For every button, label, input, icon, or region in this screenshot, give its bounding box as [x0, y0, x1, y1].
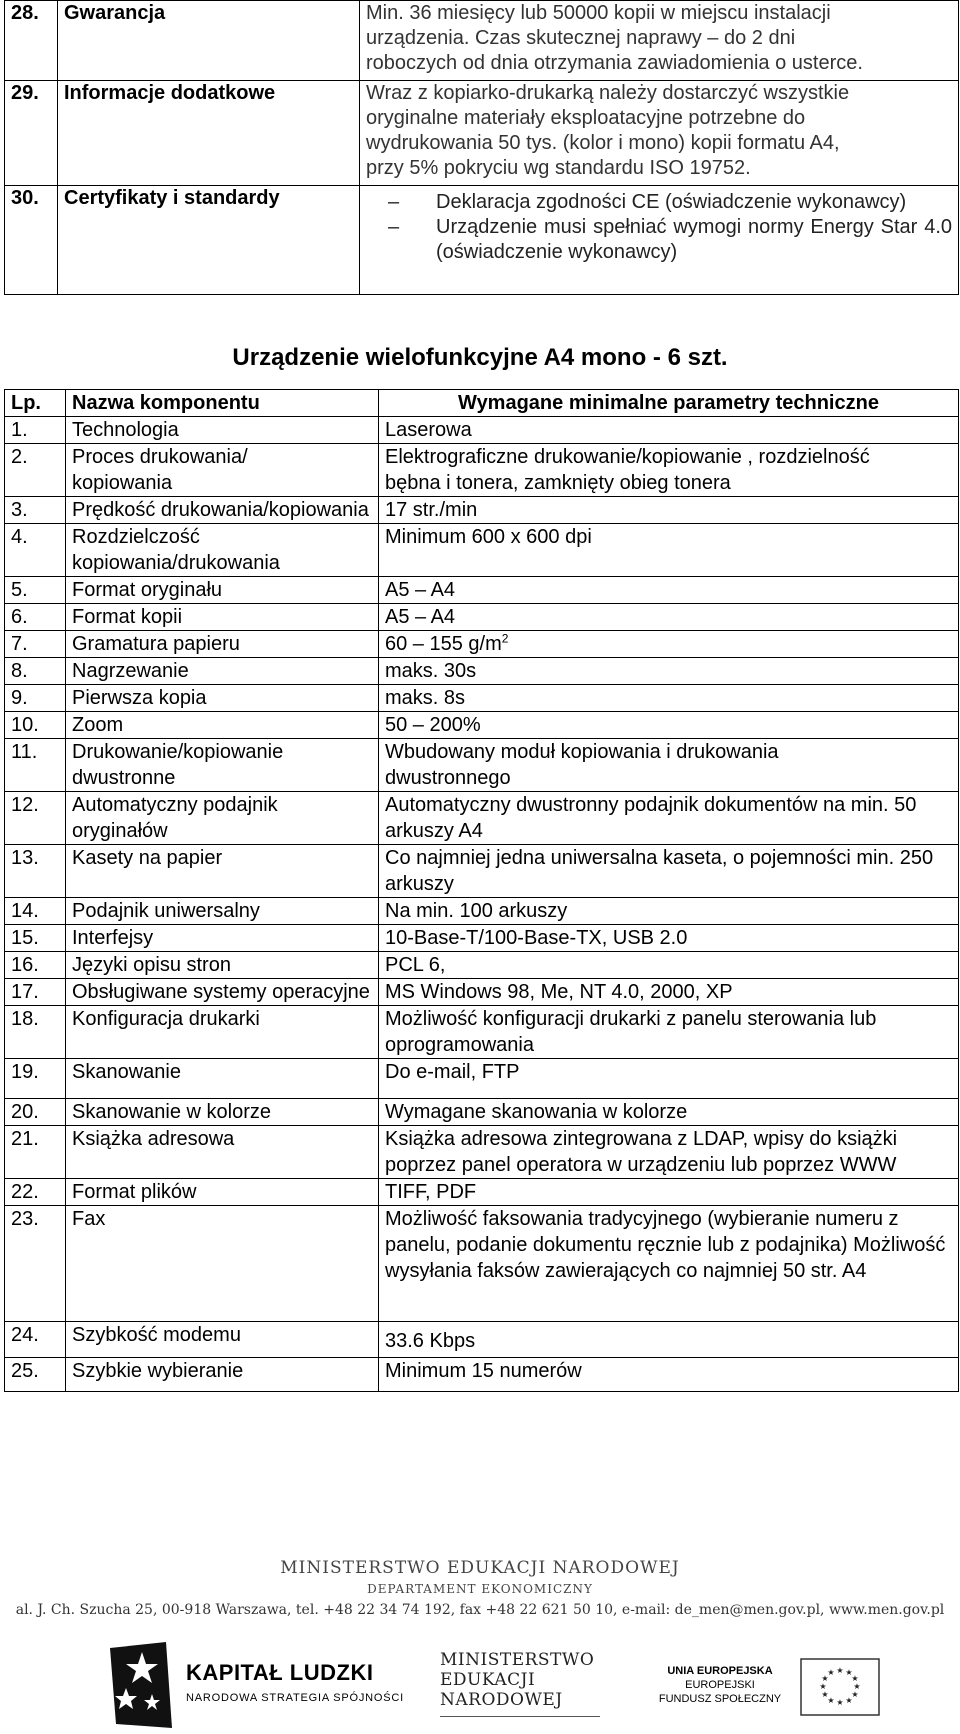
- dash-marker: –: [388, 216, 400, 238]
- row-name: Technologia: [66, 417, 379, 444]
- row-value: [360, 1, 959, 81]
- table-row: [5, 1358, 959, 1392]
- row-name: Nagrzewanie: [66, 658, 379, 685]
- row-value: 10-Base-T/100-Base-TX, USB 2.0: [379, 925, 959, 952]
- svg-text:★: ★: [821, 1690, 829, 1699]
- row-name: Automatyczny podajnik oryginałów: [66, 792, 379, 845]
- svg-text:★: ★: [851, 1690, 859, 1699]
- footer-ministry: MINISTERSTWO EDUKACJI NARODOWEJ: [280, 1558, 680, 1578]
- row-value: A5 – A4: [379, 604, 959, 631]
- list-item-text: Deklaracja zgodności CE (oświadczenie wykonawcy): [436, 191, 907, 213]
- value-line: przy 5% pokryciu wg standardu ISO 19752.: [366, 157, 751, 179]
- table-row: [5, 1, 959, 81]
- value-line: wydrukowania 50 tys. (kolor i mono) kopii formatu A4,: [366, 132, 840, 154]
- table-row: [5, 685, 959, 712]
- row-name: Konfiguracja drukarki: [66, 1006, 379, 1059]
- svg-text:★: ★: [836, 1698, 844, 1707]
- logo-strip: [0, 1636, 960, 1732]
- row-name: Gramatura papieru: [66, 631, 379, 658]
- row-number: 7.: [5, 631, 66, 658]
- row-name: Proces drukowania/ kopiowania: [66, 444, 379, 497]
- row-number: 24.: [5, 1322, 66, 1358]
- header-name: Nazwa komponentu: [66, 390, 379, 417]
- men-logo-line: NARODOWEJ: [440, 1690, 563, 1710]
- row-value: Automatyczny dwustronny podajnik dokumentów na min. 50 arkuszy A4: [379, 792, 959, 845]
- value-line: urządzenia. Czas skutecznej naprawy – do 2 dni: [366, 27, 796, 49]
- list-item-text: Urządzenie musi spełniać wymogi normy Energy Star 4.0 (oświadczenie wykonawcy): [436, 216, 952, 263]
- row-name: Drukowanie/kopiowanie dwustronne: [66, 739, 379, 792]
- row-number: 16.: [5, 952, 66, 979]
- row-number: 8.: [5, 658, 66, 685]
- svg-text:★: ★: [853, 1682, 861, 1691]
- row-value: [360, 81, 959, 186]
- value-line: roboczych od dnia otrzymania zawiadomienia o usterce.: [366, 52, 863, 74]
- svg-text:★: ★: [821, 1674, 829, 1683]
- row-number: 10.: [5, 712, 66, 739]
- row-name: Informacje dodatkowe: [58, 81, 360, 186]
- row-value: MS Windows 98, Me, NT 4.0, 2000, XP: [379, 979, 959, 1006]
- row-value: Do e-mail, FTP: [379, 1059, 959, 1099]
- spec-table: [4, 389, 959, 1392]
- row-value: Wbudowany moduł kopiowania i drukowania dwustronnego: [379, 739, 959, 792]
- row-name: Zoom: [66, 712, 379, 739]
- men-logo-underline: [440, 1716, 600, 1717]
- row-number: 19.: [5, 1059, 66, 1099]
- row-number: 23.: [5, 1206, 66, 1322]
- men-logo-line: MINISTERSTWO: [440, 1650, 595, 1670]
- row-number: 20.: [5, 1099, 66, 1126]
- svg-text:★: ★: [827, 1668, 835, 1677]
- svg-text:★: ★: [845, 1668, 853, 1677]
- svg-text:★: ★: [819, 1682, 827, 1691]
- table-row: [5, 898, 959, 925]
- footer-address: al. J. Ch. Szucha 25, 00-918 Warszawa, tel. +48 22 34 74 192, fax +48 22 621 50 10, e-mail: de_men@men.gov.pl, www.men.gov.pl: [15, 1602, 945, 1618]
- header-number: Lp.: [5, 390, 66, 417]
- section-title: Urządzenie wielofunkcyjne A4 mono - 6 szt.: [232, 344, 728, 371]
- row-name: Format plików: [66, 1179, 379, 1206]
- row-value: PCL 6,: [379, 952, 959, 979]
- row-value: maks. 30s: [379, 658, 959, 685]
- row-value: [360, 186, 959, 295]
- row-name: Języki opisu stron: [66, 952, 379, 979]
- value-text: 60 – 155 g/m: [385, 633, 502, 655]
- footer-department: DEPARTAMENT EKONOMICZNY: [367, 1582, 593, 1596]
- row-number: 12.: [5, 792, 66, 845]
- table-header-row: [5, 390, 959, 417]
- table-row: [5, 925, 959, 952]
- row-name: Fax: [66, 1206, 379, 1322]
- row-value: Możliwość konfiguracji drukarki z panelu sterowania lub oprogramowania: [379, 1006, 959, 1059]
- value-line: Min. 36 miesięcy lub 50000 kopii w miejscu instalacji: [366, 2, 831, 24]
- table-row: [5, 577, 959, 604]
- kapital-ludzki-subtitle: NARODOWA STRATEGIA SPÓJNOŚCI: [186, 1692, 404, 1704]
- row-name: Certyfikaty i standardy: [58, 186, 360, 295]
- list-item: [366, 215, 952, 265]
- row-number: 30.: [5, 186, 58, 295]
- row-number: 11.: [5, 739, 66, 792]
- row-number: 29.: [5, 81, 58, 186]
- table-row: [5, 444, 959, 497]
- eu-logo-line: FUNDUSZ SPOŁECZNY: [658, 1693, 782, 1705]
- table-row: [5, 739, 959, 792]
- row-value: 17 str./min: [379, 497, 959, 524]
- row-number: 2.: [5, 444, 66, 497]
- row-value: maks. 8s: [379, 685, 959, 712]
- table-row: [5, 1006, 959, 1059]
- table-row: [5, 712, 959, 739]
- eu-logo: [650, 1658, 940, 1728]
- kapital-ludzki-logo: [106, 1638, 436, 1730]
- row-number: 22.: [5, 1179, 66, 1206]
- superscript: 2: [501, 631, 509, 646]
- table-row: [5, 658, 959, 685]
- svg-text:★: ★: [836, 1666, 844, 1675]
- table-row: [5, 979, 959, 1006]
- row-name: Szybkie wybieranie: [66, 1358, 379, 1392]
- row-value: Elektrograficzne drukowanie/kopiowanie , rozdzielność bębna i tonera, zamknięty obieg tonera: [379, 444, 959, 497]
- row-number: 9.: [5, 685, 66, 712]
- row-number: 5.: [5, 577, 66, 604]
- row-name: Książka adresowa: [66, 1126, 379, 1179]
- row-name: Gwarancja: [58, 1, 360, 81]
- row-name: Kasety na papier: [66, 845, 379, 898]
- row-value: 33.6 Kbps: [379, 1322, 959, 1358]
- header-value: Wymagane minimalne parametry techniczne: [379, 390, 959, 417]
- eu-logo-text: [650, 1664, 790, 1706]
- row-value: 50 – 200%: [379, 712, 959, 739]
- row-number: 18.: [5, 1006, 66, 1059]
- svg-text:★: ★: [845, 1696, 853, 1705]
- row-name: Format oryginału: [66, 577, 379, 604]
- table-row: [5, 417, 959, 444]
- kapital-ludzki-title: KAPITAŁ LUDZKI: [186, 1660, 374, 1685]
- table-row: [5, 524, 959, 577]
- row-name: Skanowanie: [66, 1059, 379, 1099]
- table-row: [5, 1099, 959, 1126]
- table-row: [5, 1179, 959, 1206]
- row-number: 1.: [5, 417, 66, 444]
- dash-marker: –: [388, 191, 400, 213]
- men-logo: [440, 1650, 610, 1730]
- table-row: [5, 497, 959, 524]
- eu-logo-line: UNIA EUROPEJSKA: [667, 1665, 773, 1677]
- table-row: [5, 792, 959, 845]
- table-row: [5, 845, 959, 898]
- row-value: Laserowa: [379, 417, 959, 444]
- table-row: [5, 604, 959, 631]
- row-name: Skanowanie w kolorze: [66, 1099, 379, 1126]
- table-row: [5, 1322, 959, 1358]
- list-item: [366, 190, 952, 215]
- table-row: [5, 1059, 959, 1099]
- men-logo-line: EDUKACJI: [440, 1670, 536, 1690]
- row-name: Format kopii: [66, 604, 379, 631]
- row-value: Na min. 100 arkuszy: [379, 898, 959, 925]
- row-number: 4.: [5, 524, 66, 577]
- row-value: Możliwość faksowania tradycyjnego (wybieranie numeru z panelu, podanie dokumentu ręcznie lub z podajnika) Możliwość wysyłania faksów zawierających co najmniej 50 str. A4: [379, 1206, 959, 1322]
- row-value: Minimum 15 numerów: [379, 1358, 959, 1392]
- row-value: Minimum 600 x 600 dpi: [379, 524, 959, 577]
- table-row: [5, 1206, 959, 1322]
- row-number: 17.: [5, 979, 66, 1006]
- row-value: [379, 631, 959, 658]
- row-number: 21.: [5, 1126, 66, 1179]
- row-value: TIFF, PDF: [379, 1179, 959, 1206]
- table-row: [5, 1126, 959, 1179]
- eu-logo-line: EUROPEJSKI: [685, 1679, 755, 1691]
- row-value: A5 – A4: [379, 577, 959, 604]
- row-number: 3.: [5, 497, 66, 524]
- row-name: Prędkość drukowania/kopiowania: [66, 497, 379, 524]
- row-number: 25.: [5, 1358, 66, 1392]
- row-value: Co najmniej jedna uniwersalna kaseta, o pojemności min. 250 arkuszy: [379, 845, 959, 898]
- svg-text:★: ★: [827, 1696, 835, 1705]
- table-row: [5, 631, 959, 658]
- row-name: Interfejsy: [66, 925, 379, 952]
- svg-text:★: ★: [851, 1674, 859, 1683]
- table-row: [5, 952, 959, 979]
- value-line: oryginalne materiały eksploatacyjne potrzebne do: [366, 107, 806, 129]
- value-line: Wraz z kopiarko-drukarką należy dostarczyć wszystkie: [366, 82, 850, 104]
- row-name: Podajnik uniwersalny: [66, 898, 379, 925]
- table-row: [5, 186, 959, 295]
- row-number: 13.: [5, 845, 66, 898]
- table-row: [5, 81, 959, 186]
- row-number: 6.: [5, 604, 66, 631]
- row-name: Pierwsza kopia: [66, 685, 379, 712]
- row-number: 28.: [5, 1, 58, 81]
- kapital-ludzki-emblem-icon: [106, 1638, 176, 1730]
- row-name: Rozdzielczość kopiowania/drukowania: [66, 524, 379, 577]
- eu-flag-icon: [800, 1658, 880, 1716]
- row-number: 15.: [5, 925, 66, 952]
- row-name: Obsługiwane systemy operacyjne: [66, 979, 379, 1006]
- top-spec-table: [4, 0, 959, 295]
- row-value: Wymagane skanowania w kolorze: [379, 1099, 959, 1126]
- row-value: Książka adresowa zintegrowana z LDAP, wpisy do książki poprzez panel operatora w urządzeniu lub poprzez WWW: [379, 1126, 959, 1179]
- row-number: 14.: [5, 898, 66, 925]
- row-name: Szybkość modemu: [66, 1322, 379, 1358]
